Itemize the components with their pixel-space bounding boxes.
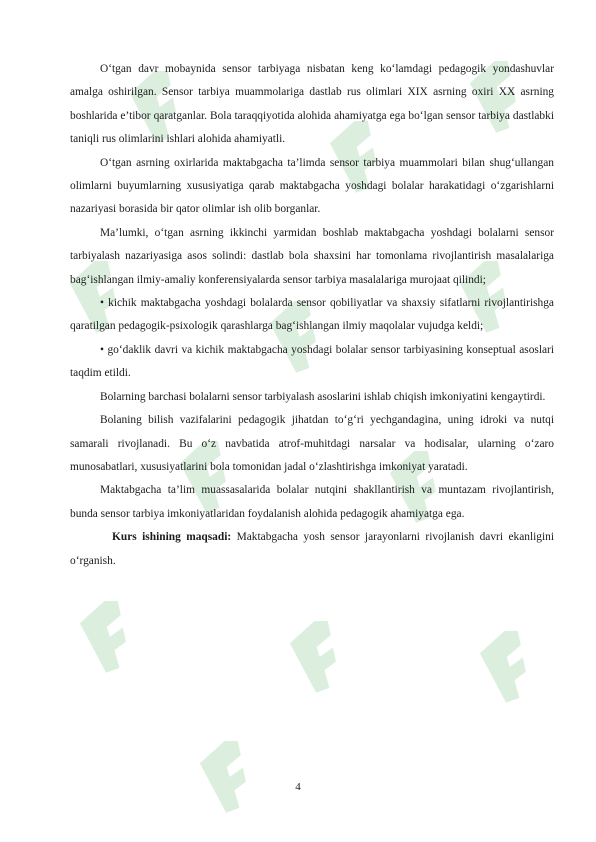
paragraph: Ma’lumki, o‘tgan asrning ikkinchi yarmidan boshlab maktabgacha yoshdagi bolalarni sensor tarbiyalash nazariyasiga asos solindi: dastlab bola shaxsini har tomonlama rivojlantirish masalalariga bag‘ishlangan ilmiy-amaliy konferensiyalarda sensor tarbiya masalalariga murojaat qilindi; xyxy=(70,226,554,286)
paragraph: O‘tgan asrning oxirlarida maktabgacha ta’limda sensor tarbiya muammolari bilan shug‘ullangan olimlarni buyumlarning xususiyatiga qarab maktabgacha yoshdagi bolalar harakatidagi o‘zgarishlarni nazariyasi borasida bir qator olimlar ish olib borganlar. xyxy=(70,156,554,216)
paragraph: O‘tgan davr mobaynida sensor tarbiyaga nisbatan keng ko‘lamdagi pedagogik yondashuvlar amalga oshirilgan. Sensor tarbiya muammolariga dastlab rus olimlari XIX asrning oxiri XX asrning boshlarida e’tibor qaratganlar. Bola taraqqiyotida alohida ahamiyatga ega bo‘lgan sensor tarbiya dastlabki taniqli rus olimlarini ishlari alohida ahamiyatli. xyxy=(70,63,554,146)
page-body xyxy=(70,58,554,573)
bullet-item: • go‘daklik davri va kichik maktabgacha yoshdagi bolalar sensor tarbiyasining konseptual asoslari taqdim etildi. xyxy=(70,343,554,380)
bullet-item: • kichik maktabgacha yoshdagi bolalarda sensor qobiliyatlar va shaxsiy sifatlarni rivojlantirishga qaratilgan pedagogik-psixologik qarashlarga bag‘ishlangan ilmiy maqolalar vujudga keldi; xyxy=(70,297,554,333)
leaf-logo-icon xyxy=(187,730,275,821)
leaf-logo-icon xyxy=(277,610,365,701)
page-number: 4 xyxy=(295,781,301,793)
goal-lead: Kurs ishining maqsadi: xyxy=(112,531,232,544)
paragraph: Bolaning bilish vazifalarini pedagogik jihatdan to‘g‘ri yechgandagina, uning idroki va nutqi samarali rivojlanadi. Bu o‘z navbatida atrof-muhitdagi narsalar va hodisalar, ularning o‘zaro munosabatlari, xususiyatlarini bola tomonidan jadal o‘zlashtirishga imkoniyat yaratadi. xyxy=(70,414,554,473)
leaf-logo-icon xyxy=(467,620,555,711)
paragraph: Bolarning barchasi bolalarni sensor tarbiyalash asoslarini ishlab chiqish imkoniyatini kengaytirdi. xyxy=(100,390,546,403)
leaf-logo-icon xyxy=(67,590,155,681)
paragraph: Maktabgacha ta’lim muassasalarida bolalar nutqini shakllantirish va muntazam rivojlantirish, bunda sensor tarbiya imkoniyatlaridan foydalanish alohida pedagogik ahamiyatga ega. xyxy=(70,484,554,520)
goal-paragraph xyxy=(70,526,554,573)
goal-text: Maktabgacha yosh sensor jarayonlarni rivojlanish davri ekanligini o‘rganish. xyxy=(70,531,554,567)
